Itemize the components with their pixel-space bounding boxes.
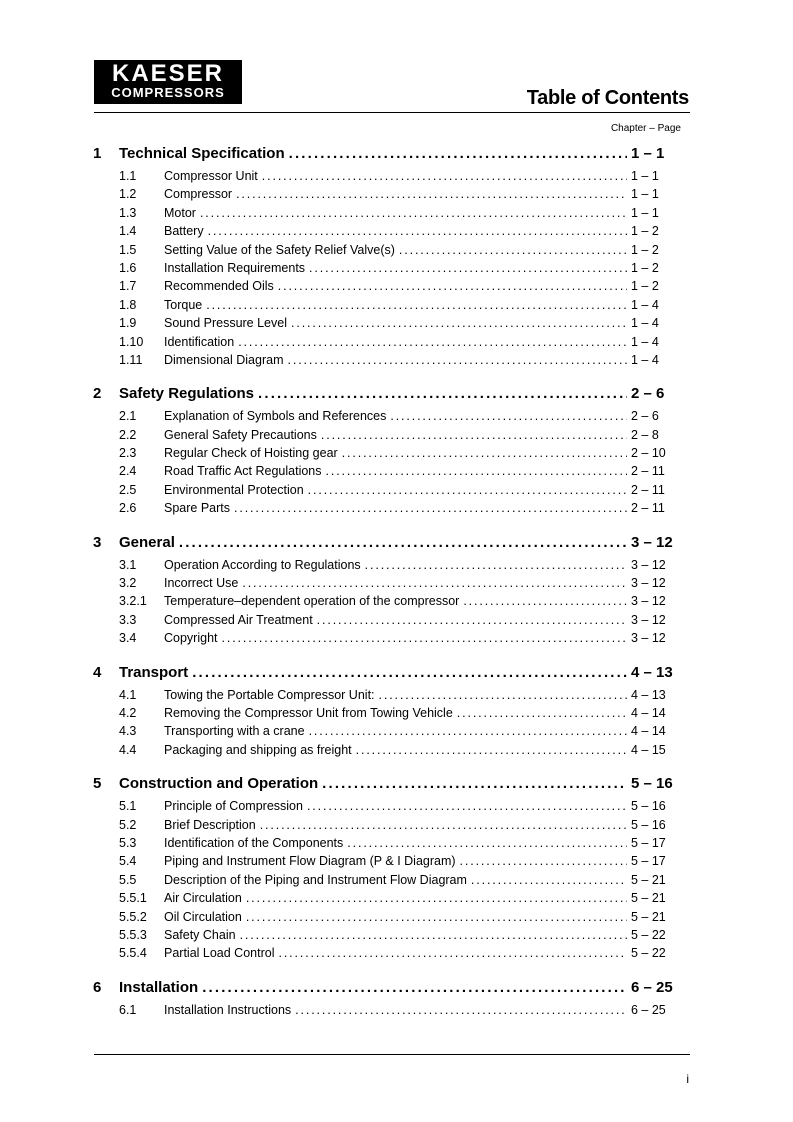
footer-divider xyxy=(94,1054,690,1055)
entry-number: 3.2 xyxy=(119,576,137,591)
entry-number: 5.2 xyxy=(119,817,137,832)
entry-number: 2.3 xyxy=(119,446,137,461)
dot-leader xyxy=(379,686,627,704)
entry-page: 1 – 4 xyxy=(631,297,659,312)
chapter-page: 6 – 25 xyxy=(631,978,673,996)
entry-title: Transporting with a crane xyxy=(164,724,305,739)
toc-entry[interactable] xyxy=(93,499,681,517)
toc-entry[interactable] xyxy=(93,611,681,629)
entry-page: 5 – 21 xyxy=(631,909,666,924)
entry-title: Battery xyxy=(164,224,204,239)
toc-entry[interactable] xyxy=(93,462,681,480)
dot-leader xyxy=(208,222,627,240)
entry-title: Environmental Protection xyxy=(164,482,304,497)
dot-leader xyxy=(308,481,627,499)
dot-leader xyxy=(238,333,627,351)
entry-page: 3 – 12 xyxy=(631,594,666,609)
entry-number: 1.5 xyxy=(119,242,137,257)
entry-title: Setting Value of the Safety Relief Valve(s) xyxy=(164,242,395,257)
chapter-number: 5 xyxy=(93,775,102,793)
entry-title: Compressor Unit xyxy=(164,169,258,183)
entry-page: 1 – 4 xyxy=(631,352,659,367)
entry-number: 1.8 xyxy=(119,297,137,312)
logo-brand-text: KAESER xyxy=(111,60,225,87)
toc-entry[interactable] xyxy=(93,686,681,704)
chapter-page: 3 – 12 xyxy=(631,533,673,551)
entry-number: 5.5 xyxy=(119,872,137,887)
entry-number: 1.1 xyxy=(119,169,137,183)
chapter-page: 2 – 6 xyxy=(631,385,665,403)
dot-leader xyxy=(463,592,627,610)
entry-title: Copyright xyxy=(164,631,218,646)
dot-leader xyxy=(317,611,627,629)
dot-leader xyxy=(242,574,627,592)
entry-title: Explanation of Symbols and References xyxy=(164,409,387,424)
toc-entry[interactable] xyxy=(93,592,681,610)
entry-title: Principle of Compression xyxy=(164,799,303,814)
entry-title: Road Traffic Act Regulations xyxy=(164,464,322,479)
dot-leader xyxy=(236,185,627,203)
entry-title: Identification of the Components xyxy=(164,835,344,850)
chapter-title: Installation xyxy=(119,978,199,996)
toc-entry[interactable] xyxy=(93,296,681,314)
dot-leader xyxy=(457,704,627,722)
toc-entry[interactable] xyxy=(93,277,681,295)
entry-number: 2.6 xyxy=(119,501,137,516)
toc-entry[interactable] xyxy=(93,426,681,444)
entry-page: 3 – 12 xyxy=(631,576,666,591)
toc-entry[interactable] xyxy=(93,556,681,574)
dot-leader xyxy=(246,908,627,926)
entry-page: 5 – 21 xyxy=(631,891,666,906)
dot-leader xyxy=(460,852,627,870)
dot-leader xyxy=(179,532,627,554)
entry-page: 4 – 14 xyxy=(631,724,666,739)
entry-title: Identification xyxy=(164,334,235,349)
entry-page: 2 – 11 xyxy=(631,464,665,479)
dot-leader xyxy=(295,1001,627,1019)
dot-leader xyxy=(278,944,627,962)
toc-entry[interactable] xyxy=(93,259,681,277)
entry-page: 1 – 2 xyxy=(631,224,659,239)
toc-entry[interactable] xyxy=(93,204,681,222)
toc-entry[interactable] xyxy=(93,852,681,870)
entry-number: 5.5.1 xyxy=(119,891,147,906)
toc-entry[interactable] xyxy=(93,444,681,462)
dot-leader xyxy=(309,722,627,740)
toc-entry[interactable] xyxy=(93,944,681,962)
entry-page: 2 – 8 xyxy=(631,427,659,442)
toc-entry[interactable] xyxy=(93,871,681,889)
toc-entry[interactable] xyxy=(93,741,681,759)
dot-leader xyxy=(365,556,627,574)
toc-entry[interactable] xyxy=(93,889,681,907)
toc-entry[interactable] xyxy=(93,167,681,185)
entry-number: 5.5.2 xyxy=(119,909,147,924)
toc-entry[interactable] xyxy=(93,704,681,722)
dot-leader xyxy=(399,241,627,259)
dot-leader xyxy=(471,871,627,889)
page-title: Table of Contents xyxy=(526,87,689,109)
entry-page: 5 – 22 xyxy=(631,927,666,942)
toc-entry[interactable] xyxy=(93,222,681,240)
dot-leader xyxy=(347,834,627,852)
toc-entry[interactable] xyxy=(93,797,681,815)
entry-page: 4 – 13 xyxy=(631,687,666,702)
entry-title: Recommended Oils xyxy=(164,279,274,294)
entry-number: 2.1 xyxy=(119,409,137,424)
dot-leader xyxy=(322,773,627,795)
toc-section xyxy=(93,662,681,760)
toc-section xyxy=(93,773,681,963)
chapter-number: 3 xyxy=(93,533,102,551)
dot-leader xyxy=(289,143,627,165)
entry-number: 3.3 xyxy=(119,612,137,627)
entry-title: Compressed Air Treatment xyxy=(164,612,313,627)
chapter-title: Construction and Operation xyxy=(119,775,319,793)
dot-leader xyxy=(246,889,627,907)
toc-chapter-entry[interactable] xyxy=(93,773,681,797)
entry-title: Torque xyxy=(164,297,203,312)
entry-page: 5 – 17 xyxy=(631,854,666,869)
entry-number: 6.1 xyxy=(119,1002,137,1017)
entry-number: 3.4 xyxy=(119,631,137,646)
entry-number: 4.1 xyxy=(119,687,137,702)
toc-chapter-entry[interactable] xyxy=(93,383,681,407)
dot-leader xyxy=(326,462,628,480)
entry-number: 5.5.4 xyxy=(119,946,147,961)
entry-title: Operation According to Regulations xyxy=(164,557,361,572)
entry-page: 1 – 1 xyxy=(631,187,659,202)
dot-leader xyxy=(288,351,628,369)
toc-entry[interactable] xyxy=(93,574,681,592)
entry-number: 2.5 xyxy=(119,482,137,497)
entry-number: 2.4 xyxy=(119,464,137,479)
entry-number: 3.1 xyxy=(119,557,137,572)
entry-number: 1.7 xyxy=(119,279,137,294)
chapter-title: Transport xyxy=(119,663,189,681)
toc-entry[interactable] xyxy=(93,722,681,740)
entry-page: 3 – 12 xyxy=(631,557,666,572)
toc-entry[interactable] xyxy=(93,629,681,647)
dot-leader xyxy=(356,741,627,759)
entry-page: 1 – 1 xyxy=(631,169,659,183)
entry-page: 5 – 16 xyxy=(631,799,666,814)
entry-page: 4 – 14 xyxy=(631,705,666,720)
toc-chapter-entry[interactable] xyxy=(93,662,681,686)
entry-number: 1.6 xyxy=(119,260,137,275)
toc-entry[interactable] xyxy=(93,481,681,499)
entry-number: 1.4 xyxy=(119,224,137,239)
entry-page: 6 – 25 xyxy=(631,1002,666,1017)
dot-leader xyxy=(222,629,628,647)
entry-page: 2 – 11 xyxy=(631,482,665,497)
entry-page: 2 – 11 xyxy=(631,501,665,516)
entry-page: 2 – 6 xyxy=(631,409,659,424)
dot-leader xyxy=(291,314,627,332)
chapter-title: General xyxy=(119,533,175,551)
header-divider xyxy=(94,112,690,113)
toc-entry[interactable] xyxy=(93,816,681,834)
chapter-page: 4 – 13 xyxy=(631,663,673,681)
entry-title: Piping and Instrument Flow Diagram (P & I Diagram) xyxy=(164,854,456,869)
entry-page: 1 – 1 xyxy=(631,205,659,220)
entry-number: 5.4 xyxy=(119,854,137,869)
entry-number: 2.2 xyxy=(119,427,137,442)
toc-entry[interactable] xyxy=(93,908,681,926)
toc-section xyxy=(93,532,681,648)
entry-number: 4.2 xyxy=(119,705,137,720)
entry-title: Spare Parts xyxy=(164,501,231,516)
dot-leader xyxy=(258,383,627,405)
chapter-page: 5 – 16 xyxy=(631,775,673,793)
logo-subtitle-text: COMPRESSORS xyxy=(111,85,225,100)
dot-leader xyxy=(278,277,627,295)
entry-page: 2 – 10 xyxy=(631,446,666,461)
entry-page: 3 – 12 xyxy=(631,631,666,646)
entry-title: Sound Pressure Level xyxy=(164,316,287,331)
entry-title: Partial Load Control xyxy=(164,946,275,961)
toc-section xyxy=(93,383,681,517)
entry-page: 5 – 21 xyxy=(631,872,666,887)
entry-title: Installation Instructions xyxy=(164,1002,292,1017)
toc-section xyxy=(93,977,681,1019)
toc-entry[interactable] xyxy=(93,185,681,203)
company-logo xyxy=(94,60,242,104)
entry-page: 5 – 22 xyxy=(631,946,666,961)
entry-page: 4 – 15 xyxy=(631,742,666,757)
entry-number: 4.4 xyxy=(119,742,137,757)
toc-chapter-entry[interactable] xyxy=(93,143,681,167)
entry-title: Towing the Portable Compressor Unit: xyxy=(164,687,375,702)
entry-title: Motor xyxy=(164,205,196,220)
entry-number: 1.9 xyxy=(119,316,137,331)
dot-leader xyxy=(321,426,627,444)
toc-section xyxy=(93,143,681,369)
entry-number: 5.3 xyxy=(119,835,137,850)
entry-title: Safety Chain xyxy=(164,927,236,942)
page-number: i xyxy=(686,1072,689,1086)
entry-title: Air Circulation xyxy=(164,891,242,906)
entry-number: 3.2.1 xyxy=(119,594,147,609)
chapter-page: 1 – 1 xyxy=(631,145,665,162)
entry-page: 5 – 17 xyxy=(631,835,666,850)
entry-number: 1.11 xyxy=(119,352,143,367)
entry-number: 1.2 xyxy=(119,187,137,202)
toc-entry[interactable] xyxy=(93,314,681,332)
toc-entry[interactable] xyxy=(93,333,681,351)
chapter-title: Technical Specification xyxy=(119,145,285,162)
toc-entry[interactable] xyxy=(93,407,681,425)
entry-page: 3 – 12 xyxy=(631,612,666,627)
entry-title: Description of the Piping and Instrument Flow Diagram xyxy=(164,872,467,887)
toc-entry[interactable] xyxy=(93,241,681,259)
entry-number: 5.1 xyxy=(119,799,137,814)
entry-title: Temperature–dependent operation of the compressor xyxy=(164,594,460,609)
chapter-number: 4 xyxy=(93,663,102,681)
chapter-number: 1 xyxy=(93,145,102,162)
entry-number: 4.3 xyxy=(119,724,137,739)
dot-leader xyxy=(192,662,627,684)
entry-number: 1.10 xyxy=(119,334,144,349)
toc-entry[interactable] xyxy=(93,926,681,944)
dot-leader xyxy=(307,797,627,815)
toc-entry[interactable] xyxy=(93,834,681,852)
toc-chapter-entry[interactable] xyxy=(93,977,681,1001)
entry-page: 1 – 2 xyxy=(631,242,659,257)
dot-leader xyxy=(206,296,627,314)
entry-title: General Safety Precautions xyxy=(164,427,317,442)
entry-title: Packaging and shipping as freight xyxy=(164,742,352,757)
dot-leader xyxy=(200,204,627,222)
entry-number: 1.3 xyxy=(119,205,137,220)
dot-leader xyxy=(390,407,627,425)
dot-leader xyxy=(309,259,627,277)
entry-number: 5.5.3 xyxy=(119,927,147,942)
chapter-title: Safety Regulations xyxy=(119,385,255,403)
column-label: Chapter – Page xyxy=(610,123,681,134)
entry-page: 1 – 4 xyxy=(631,316,659,331)
entry-page: 1 – 2 xyxy=(631,260,659,275)
entry-title: Installation Requirements xyxy=(164,260,306,275)
dot-leader xyxy=(202,977,627,999)
entry-page: 1 – 2 xyxy=(631,279,659,294)
table-of-contents xyxy=(93,143,681,1033)
entry-title: Brief Description xyxy=(164,817,256,832)
dot-leader xyxy=(234,499,627,517)
entry-title: Regular Check of Hoisting gear xyxy=(164,446,338,461)
dot-leader xyxy=(240,926,627,944)
entry-title: Removing the Compressor Unit from Towing Vehicle xyxy=(164,705,453,720)
entry-title: Dimensional Diagram xyxy=(164,352,284,367)
chapter-number: 2 xyxy=(93,385,102,403)
entry-page: 1 – 4 xyxy=(631,334,659,349)
entry-title: Oil Circulation xyxy=(164,909,242,924)
dot-leader xyxy=(260,816,627,834)
toc-entry[interactable] xyxy=(93,351,681,369)
dot-leader xyxy=(262,167,627,185)
entry-title: Incorrect Use xyxy=(164,576,239,591)
entry-page: 5 – 16 xyxy=(631,817,666,832)
entry-title: Compressor xyxy=(164,187,233,202)
chapter-number: 6 xyxy=(93,978,102,996)
toc-chapter-entry[interactable] xyxy=(93,532,681,556)
toc-entry[interactable] xyxy=(93,1001,681,1019)
dot-leader xyxy=(342,444,627,462)
